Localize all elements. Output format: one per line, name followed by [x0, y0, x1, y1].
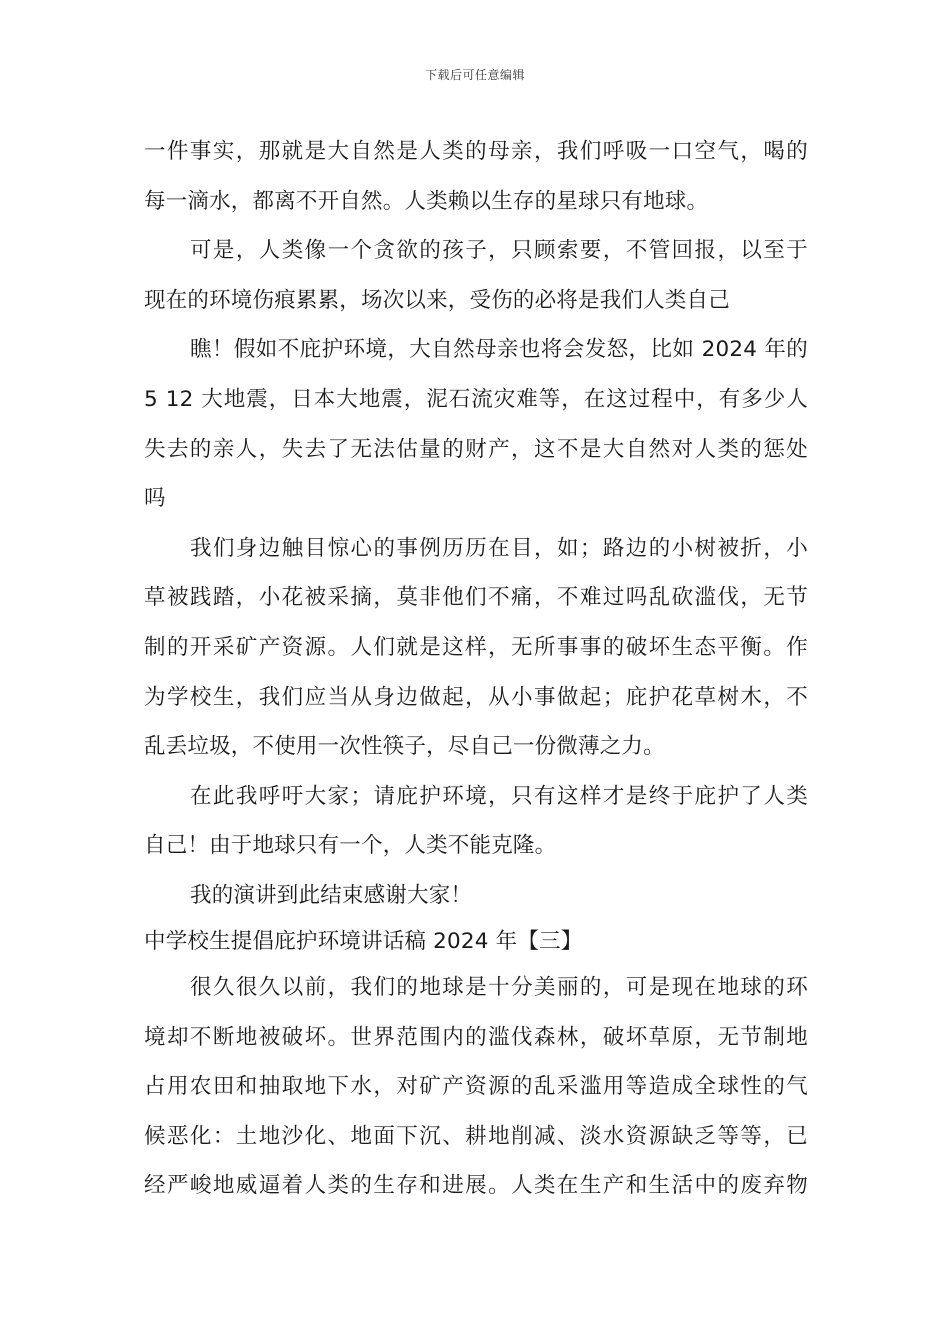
section-heading: 中学校生提倡庇护环境讲话稿 2024 年【三】 — [144, 928, 583, 954]
text-line: 占用农田和抽取地下水，对矿产资源的乱采滥用等造成全球性的气 — [144, 1074, 808, 1100]
text-line: 为学校生，我们应当从身边做起，从小事做起；庇护花草树木，不 — [144, 684, 808, 710]
document-body — [144, 129, 808, 1213]
text-line: 草被践踏，小花被采摘，莫非他们不痛，不难过吗乱砍滥伐，无节 — [144, 585, 808, 611]
text-line: 每一滴水，都离不开自然。人类赖以生存的星球只有地球。 — [144, 188, 709, 214]
text-line: 失去的亲人，失去了无法估量的财产，这不是大自然对人类的惩处 — [144, 436, 808, 462]
text-line: 我们身边触目惊心的事例历历在目，如；路边的小树被折，小 — [190, 535, 808, 561]
text-line: 乱丢垃圾，不使用一次性筷子，尽自己一份微薄之力。 — [144, 734, 665, 760]
text-line: 经严峻地威逼着人类的生存和进展。人类在生产和生活中的废弃物 — [144, 1173, 808, 1199]
text-line: 在此我呼吁大家；请庇护环境，只有这样才是终于庇护了人类 — [190, 783, 808, 809]
page-header-note: 下载后可任意编辑 — [424, 68, 525, 82]
text-line: 很久很久以前，我们的地球是十分美丽的，可是现在地球的环 — [190, 974, 808, 1000]
text-line: 一件事实，那就是大自然是人类的母亲，我们呼吸一口空气，喝的 — [144, 139, 808, 164]
text-line: 制的开采矿产资源。人们就是这样，无所事事的破坏生态平衡。作 — [144, 634, 808, 660]
text-line: 境却不断地被破坏。世界范围内的滥伐森林，破坏草原，无节制地 — [144, 1024, 808, 1050]
text-line: 可是，人类像一个贪欲的孩子，只顾索要，不管回报，以至于 — [190, 238, 808, 264]
text-line: 自己！由于地球只有一个，人类不能克隆。 — [144, 833, 557, 859]
text-line: 瞧！假如不庇护环境，大自然母亲也将会发怒，比如 2024 年的 — [190, 337, 808, 363]
text-line: 候恶化：土地沙化、地面下沉、耕地削减、淡水资源缺乏等等，已 — [144, 1123, 808, 1149]
text-line: 吗 — [144, 486, 166, 512]
text-line: 我的演讲到此结束感谢大家！ — [190, 882, 473, 908]
text-line: 5 12 大地震，日本大地震，泥石流灾难等，在这过程中，有多少人 — [144, 386, 808, 412]
text-line: 现在的环境伤痕累累，场次以来，受伤的必将是我们人类自己 — [144, 287, 730, 313]
